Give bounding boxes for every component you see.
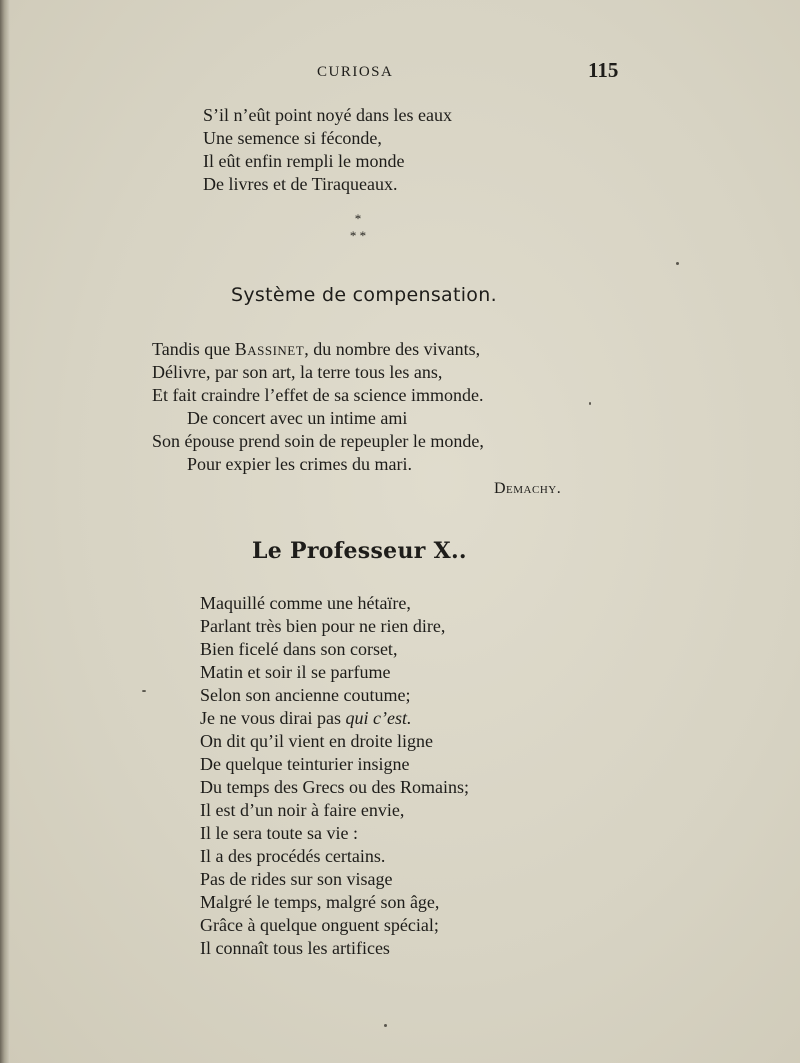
verse-italic-text: qui c’est. bbox=[345, 708, 412, 728]
verse-line: S’il n’eût point noyé dans les eaux bbox=[203, 105, 452, 125]
verse-line: Son épouse prend soin de repeupler le monde, bbox=[152, 431, 484, 451]
verse-line: Pour expier les crimes du mari. bbox=[187, 454, 412, 474]
verse-line: Pas de rides sur son visage bbox=[200, 869, 393, 889]
verse-line: Il le sera toute sa vie : bbox=[200, 823, 358, 843]
verse-line: Malgré le temps, malgré son âge, bbox=[200, 892, 440, 912]
verse-line: Et fait craindre l’effet de sa science immonde. bbox=[152, 385, 484, 405]
verse-line: Du temps des Grecs ou des Romains; bbox=[200, 777, 469, 797]
page-binding-edge bbox=[0, 0, 10, 1063]
verse-line: Parlant très bien pour ne rien dire, bbox=[200, 616, 446, 636]
verse-line: Maquillé comme une hétaïre, bbox=[200, 593, 411, 613]
section-title: Le Professeur X.. bbox=[252, 538, 467, 564]
page-number: 115 bbox=[588, 58, 619, 82]
verse-line: Grâce à quelque onguent spécial; bbox=[200, 915, 439, 935]
verse-line: Bien ficelé dans son corset, bbox=[200, 639, 398, 659]
verse-line bbox=[200, 707, 411, 729]
running-title: CURIOSA bbox=[317, 64, 394, 80]
verse-line: Selon son ancienne coutume; bbox=[200, 685, 411, 705]
dinkus-bottom-stars: * * bbox=[349, 228, 367, 243]
verse-line: Il a des procédés certains. bbox=[200, 846, 386, 866]
verse-line: De livres et de Tiraqueaux. bbox=[203, 174, 398, 194]
verse-line: Il connaît tous les artifices bbox=[200, 938, 390, 958]
paper-speck bbox=[589, 402, 591, 405]
verse-line: Il est d’un noir à faire envie, bbox=[200, 800, 405, 820]
verse-line: Il eût enfin rempli le monde bbox=[203, 151, 405, 171]
verse-line: Matin et soir il se parfume bbox=[200, 662, 391, 682]
verse-line: Délivre, par son art, la terre tous les ans, bbox=[152, 362, 443, 382]
dinkus-top-star: * bbox=[354, 211, 362, 226]
paper-speck bbox=[142, 690, 146, 692]
paper-speck bbox=[384, 1024, 387, 1027]
verse-line bbox=[152, 338, 480, 360]
paper-speck bbox=[676, 262, 679, 265]
section-title: Système de compensation. bbox=[231, 284, 497, 306]
verse-line: On dit qu’il vient en droite ligne bbox=[200, 731, 433, 751]
person-name: Bassinet bbox=[234, 339, 305, 359]
verse-text: , du nombre des vivants, bbox=[304, 339, 481, 359]
verse-line: De quelque teinturier insigne bbox=[200, 754, 410, 774]
verse-line: Une semence si féconde, bbox=[203, 128, 382, 148]
verse-line: De concert avec un intime ami bbox=[187, 408, 408, 428]
verse-text: Je ne vous dirai pas bbox=[200, 708, 346, 728]
author-signature: Demachy. bbox=[494, 480, 562, 497]
verse-text: Tandis que bbox=[152, 339, 235, 359]
